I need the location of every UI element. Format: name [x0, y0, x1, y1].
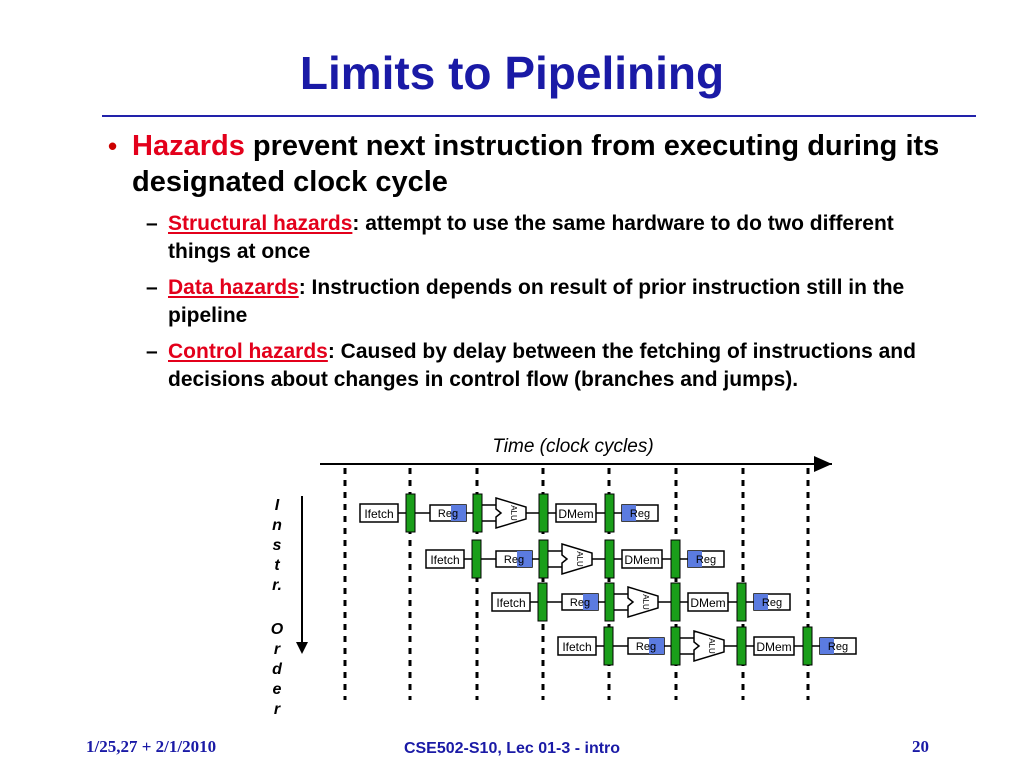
- sub-bullet-dash: –: [146, 276, 158, 299]
- order-letter: r: [273, 701, 281, 718]
- pipeline-instruction-row: [492, 583, 790, 621]
- data-hazards-desc: : Instruction depends on result of prior instruction still in the pipeline: [168, 276, 905, 327]
- instr-order-label: [271, 497, 284, 718]
- order-letter: t: [274, 557, 280, 574]
- order-letter: r.: [272, 577, 282, 594]
- dmem-label: DMem: [624, 553, 660, 567]
- data-hazards-term: Data hazards: [168, 276, 299, 299]
- time-axis-label: Time (clock cycles): [492, 436, 654, 457]
- order-letter: I: [274, 497, 280, 514]
- reg-read-label: Reg: [437, 508, 459, 520]
- pipeline-latch: [604, 627, 613, 665]
- reg-write-label: Reg: [761, 597, 783, 609]
- dmem-label: DMem: [690, 596, 726, 610]
- reg-write-label: Reg: [695, 554, 717, 566]
- alu-label: ALU: [509, 505, 518, 521]
- ifetch-label: Ifetch: [496, 596, 526, 610]
- order-arrowhead: [296, 642, 308, 654]
- order-letter: n: [272, 517, 282, 534]
- pipeline-latch: [605, 540, 614, 578]
- footer-course: CSE502-S10, Lec 01-3 - intro: [403, 740, 621, 757]
- pipeline-latch: [671, 540, 680, 578]
- order-letter: r: [273, 641, 281, 658]
- pipeline-latch: [473, 494, 482, 532]
- order-letter: d: [272, 661, 282, 678]
- reg-write-label: Reg: [629, 508, 651, 520]
- pipeline-latch: [605, 583, 614, 621]
- dmem-label: DMem: [558, 507, 594, 521]
- pipeline-latch: [472, 540, 481, 578]
- structural-hazards-desc: : attempt to use the same hardware to do two different things at once: [168, 212, 894, 263]
- alu-label: ALU: [575, 551, 584, 567]
- pipeline-latch: [737, 627, 746, 665]
- order-letter: O: [270, 621, 284, 638]
- pipeline-latch: [803, 627, 812, 665]
- dmem-label: DMem: [756, 640, 792, 654]
- footer-page-number: 20: [912, 737, 929, 756]
- pipeline-latch: [539, 540, 548, 578]
- hazards-keyword: Hazards: [132, 130, 245, 162]
- pipeline-latch: [671, 583, 680, 621]
- footer-date: 1/25,27 + 2/1/2010: [86, 737, 217, 756]
- structural-hazards-term: Structural hazards: [168, 212, 353, 235]
- reg-read-label: Reg: [503, 554, 525, 566]
- reg-write-label: Reg: [827, 641, 849, 653]
- main-bullet-rest: prevent next instruction from executing during its designated clock cycle: [132, 130, 940, 198]
- reg-read-label: Reg: [569, 597, 591, 609]
- pipeline-instruction-row: [558, 627, 856, 665]
- pipeline-latch: [406, 494, 415, 532]
- alu-label: ALU: [641, 594, 650, 610]
- pipeline-instruction-row: [360, 494, 658, 532]
- pipeline-instruction-row: [426, 540, 724, 578]
- ifetch-label: Ifetch: [364, 507, 394, 521]
- pipeline-latch: [538, 583, 547, 621]
- ifetch-label: Ifetch: [562, 640, 592, 654]
- alu-label: ALU: [707, 638, 716, 654]
- order-letter: e: [272, 681, 282, 698]
- pipeline-latch: [605, 494, 614, 532]
- sub-bullet-dash: –: [146, 212, 158, 235]
- pipeline-latch: [539, 494, 548, 532]
- ifetch-label: Ifetch: [430, 553, 460, 567]
- order-letter: s: [272, 537, 282, 554]
- sub-bullet-dash: –: [146, 340, 158, 363]
- pipeline-latch: [671, 627, 680, 665]
- control-hazards-term: Control hazards: [168, 340, 328, 363]
- control-hazards-desc: : Caused by delay between the fetching of instructions and decisions about changes in control flow (branches and jumps).: [168, 340, 916, 391]
- reg-read-label: Reg: [635, 641, 657, 653]
- slide-title: Limits to Pipelining: [299, 47, 725, 99]
- bullet-dot: •: [108, 131, 118, 161]
- pipeline-latch: [737, 583, 746, 621]
